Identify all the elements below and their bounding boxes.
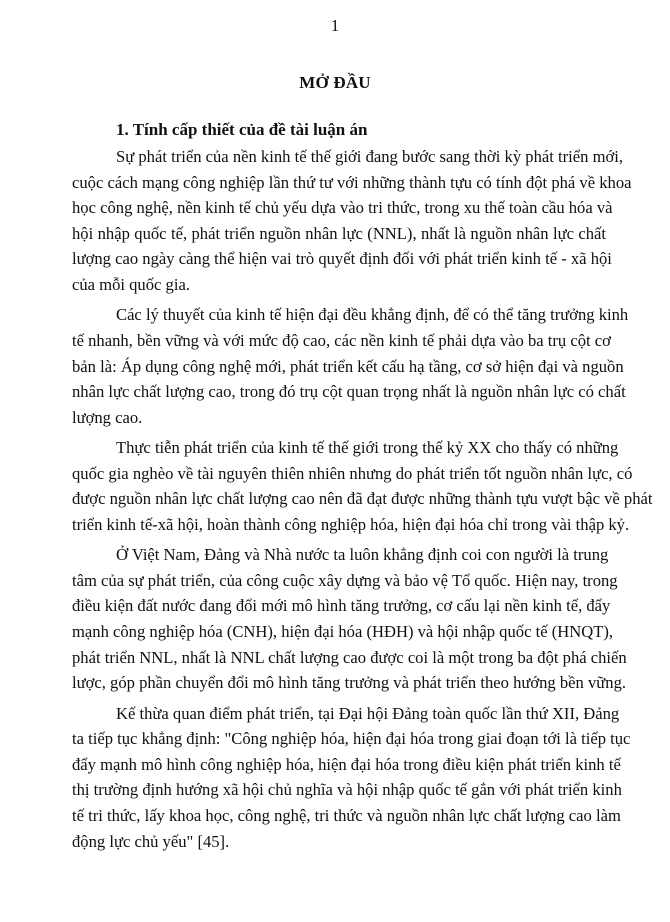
- section-heading: 1. Tính cấp thiết của đề tài luận án: [116, 120, 368, 139]
- text-line: đẩy mạnh mô hình công nghiệp hóa, hiện đại hóa trong điều kiện phát triển kinh tế: [72, 754, 621, 774]
- text-line: động lực chủ yếu" [45].: [72, 831, 230, 851]
- document-title: MỞ ĐẦU: [299, 73, 371, 92]
- text-line: triển kinh tế-xã hội, hoàn thành công nghiệp hóa, hiện đại hóa chỉ trong vài thập kỷ.: [72, 514, 630, 534]
- paragraph: [72, 701, 631, 855]
- text-line: lược, góp phần chuyển đổi mô hình tăng trưởng và phát triển theo hướng bền vững.: [72, 673, 627, 693]
- text-line: Ở Việt Nam, Đảng và Nhà nước ta luôn khẳng định coi con người là trung: [116, 545, 609, 565]
- text-line: tế tri thức, lấy khoa học, công nghệ, tri thức và nguồn nhân lực chất lượng cao làm: [72, 806, 621, 826]
- text-line: học công nghệ, nền kinh tế chủ yếu dựa vào tri thức, trong xu thế toàn cầu hóa và: [72, 198, 613, 218]
- text-line: tế nhanh, bền vững và với mức độ cao, các nền kinh tế phải dựa vào ba trụ cột cơ: [72, 330, 611, 350]
- text-line: mạnh công nghiệp hóa (CNH), hiện đại hóa (HĐH) và hội nhập quốc tế (HNQT),: [72, 622, 613, 642]
- text-line: lượng cao.: [72, 407, 143, 427]
- text-line: của mỗi quốc gia.: [72, 274, 190, 294]
- body-text: [72, 144, 653, 859]
- page-number: 1: [330, 16, 340, 35]
- text-line: cuộc cách mạng công nghiệp lần thứ tư với những thành tựu có tính đột phá về khoa: [72, 172, 632, 192]
- text-line: Các lý thuyết của kinh tế hiện đại đều khẳng định, để có thể tăng trưởng kinh: [116, 305, 629, 325]
- text-line: được nguồn nhân lực chất lượng cao nên đã đạt được những thành tựu vượt bậc về phát: [72, 489, 653, 509]
- text-line: ta tiếp tục khẳng định: "Công nghiệp hóa, hiện đại hóa trong giai đoạn tới là tiếp tục: [72, 729, 631, 749]
- text-line: lượng cao ngày càng thể hiện vai trò quyết định đối với phát triển kinh tế - xã hội: [72, 249, 612, 269]
- paragraph: [72, 144, 632, 298]
- text-line: điều kiện đất nước đang đổi mới mô hình tăng trưởng, cơ cấu lại nền kinh tế, đẩy: [72, 596, 611, 616]
- text-line: quốc gia nghèo về tài nguyên thiên nhiên nhưng do phát triển tốt nguồn nhân lực, có: [72, 463, 633, 483]
- text-line: Kế thừa quan điểm phát triển, tại Đại hội Đảng toàn quốc lần thứ XII, Đảng: [116, 703, 620, 723]
- paragraph: [72, 542, 627, 696]
- text-line: tâm của sự phát triển, của công cuộc xây dựng và bảo vệ Tổ quốc. Hiện nay, trong: [72, 570, 618, 590]
- text-line: bản là: Áp dụng công nghệ mới, phát triển kết cấu hạ tầng, cơ sở hiện đại và nguồn: [72, 356, 624, 376]
- text-line: hội nhập quốc tế, phát triển nguồn nhân lực (NNL), nhất là nguồn nhân lực chất: [72, 223, 606, 243]
- text-line: Sự phát triển của nền kinh tế thế giới đang bước sang thời kỳ phát triển mới,: [116, 147, 624, 166]
- text-line: Thực tiễn phát triển của kinh tế thế giới trong thế kỷ XX cho thấy có những: [116, 438, 619, 458]
- text-line: nhân lực chất lượng cao, trong đó trụ cột quan trọng nhất là nguồn nhân lực có chất: [72, 382, 626, 402]
- text-line: thị trường định hướng xã hội chủ nghĩa và hội nhập quốc tế gắn với phát triển kinh: [72, 780, 622, 800]
- paragraph: [72, 302, 629, 430]
- text-line: phát triển NNL, nhất là NNL chất lượng cao được coi là một trong ba đột phá chiến: [72, 647, 627, 667]
- paragraph: [72, 435, 653, 537]
